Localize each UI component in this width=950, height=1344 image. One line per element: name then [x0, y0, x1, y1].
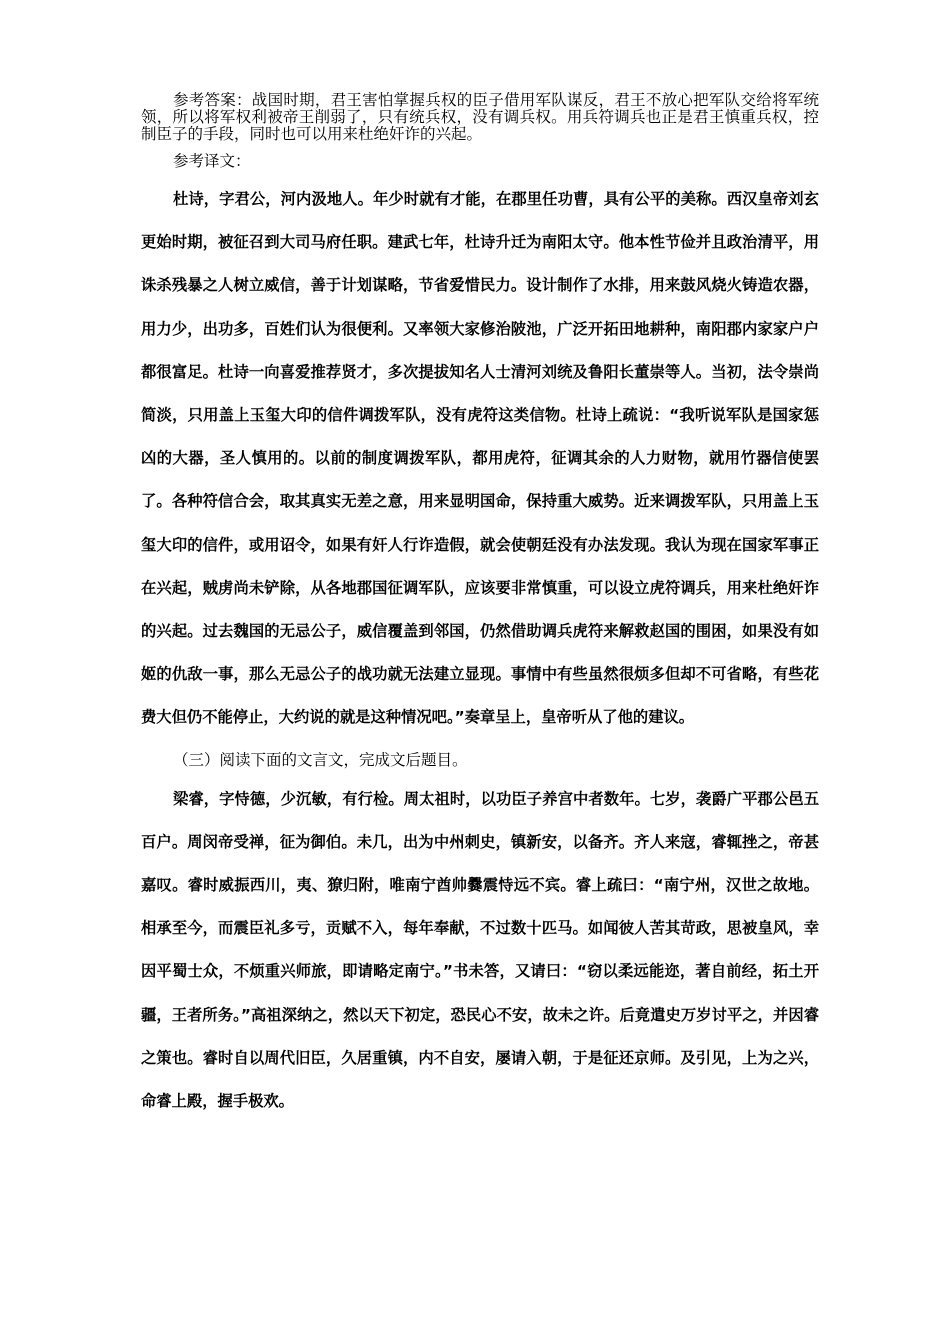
translation-label: 参考译文： [173, 152, 251, 170]
document-page [141, 92, 819, 1123]
translation-text: 杜诗，字君公，河内汲地人。年少时就有才能，在郡里任功曹，具有公平的美称。西汉皇帝刘玄更始时期，被征召到大司马府任职。建武七年，杜诗升迁为南阳太守。他本性节俭并且政治清平，用诛杀残暴之人树立威信，善于计划谋略，节省爱惜民力。设计制作了水排，用来鼓风烧火铸造农器，用力少，出功多，百姓们认为很便利。又率领大家修治陂池，广泛开拓田地耕种，南阳郡内家家户户都很富足。杜诗一向喜爱推荐贤才，多次提拔知名人士清河刘统及鲁阳长董崇等人。当初，法令崇尚简淡，只用盖上玉玺大印的信件调拨军队，没有虎符这类信物。杜诗上疏说：“我听说军队是国家惩凶的大器，圣人慎用的。以前的制度调拨军队，都用虎符，征调其余的人力财物，就用竹器信使罢了。各种符信合会，取其真实无差之意，用来显明国命，保持重大威势。近来调拨军队，只用盖上玉玺大印的信件，或用诏令，如果有奸人行诈造假，就会使朝廷没有办法发现。我认为现在国家军事正在兴起，贼虏尚未铲除，从各地郡国征调军队，应该要非常慎重，可以设立虎符调兵，用来杜绝奸诈的兴起。过去魏国的无忌公子，威信覆盖到邻国，仍然借助调兵虎符来解救赵国的围困，如果没有如姬的仇敌一事，那么无忌公子的战功就无法建立显现。事情中有些虽然很烦多但却不可省略，有些花费大但仍不能停止，大约说的就是这种情况吧。”奏章呈上，皇帝听从了他的建议。 [141, 190, 819, 727]
reference-answer: 参考答案：战国时期，君王害怕掌握兵权的臣子借用军队谋反，君王不放心把军队交给将军统领，所以将军权利被帝王削弱了，只有统兵权，没有调兵权。用兵符调兵也正是君王慎重兵权，控制臣子的手段，同时也可以用来杜绝奸诈的兴起。 [141, 91, 819, 143]
section-three-title: （三）阅读下面的文言文，完成文后题目。 [173, 750, 468, 769]
classical-passage: 梁睿，字恃德，少沉敏，有行检。周太祖时，以功臣子养宫中者数年。七岁，袭爵广平郡公邑五百户。周闵帝受禅，征为御伯。未几，出为中州刺史，镇新安，以备齐。齐人来寇，睿辄挫之，帝甚嘉叹。睿时威振西川，夷、獠归附，唯南宁酋帅爨震恃远不宾。睿上疏曰：“南宁州，汉世之故地。相承至今，而震臣礼多亏，贡赋不入，每年奉献，不过数十匹马。如闻彼人苦其苛政，思被皇风，幸因平蜀士众，不烦重兴师旅，即请略定南宁。”书未答，又请曰：“窃以柔远能迩，著自前经，拓土开疆，王者所务。”高祖深纳之，然以天下初定，恐民心不安，故未之许。后竟遣史万岁讨平之，并因睿之策也。睿时自以周代旧臣，久居重镇，内不自安，屡请入朝，于是征还京师。及引见，上为之兴，命睿上殿，握手极欢。 [141, 789, 819, 1111]
